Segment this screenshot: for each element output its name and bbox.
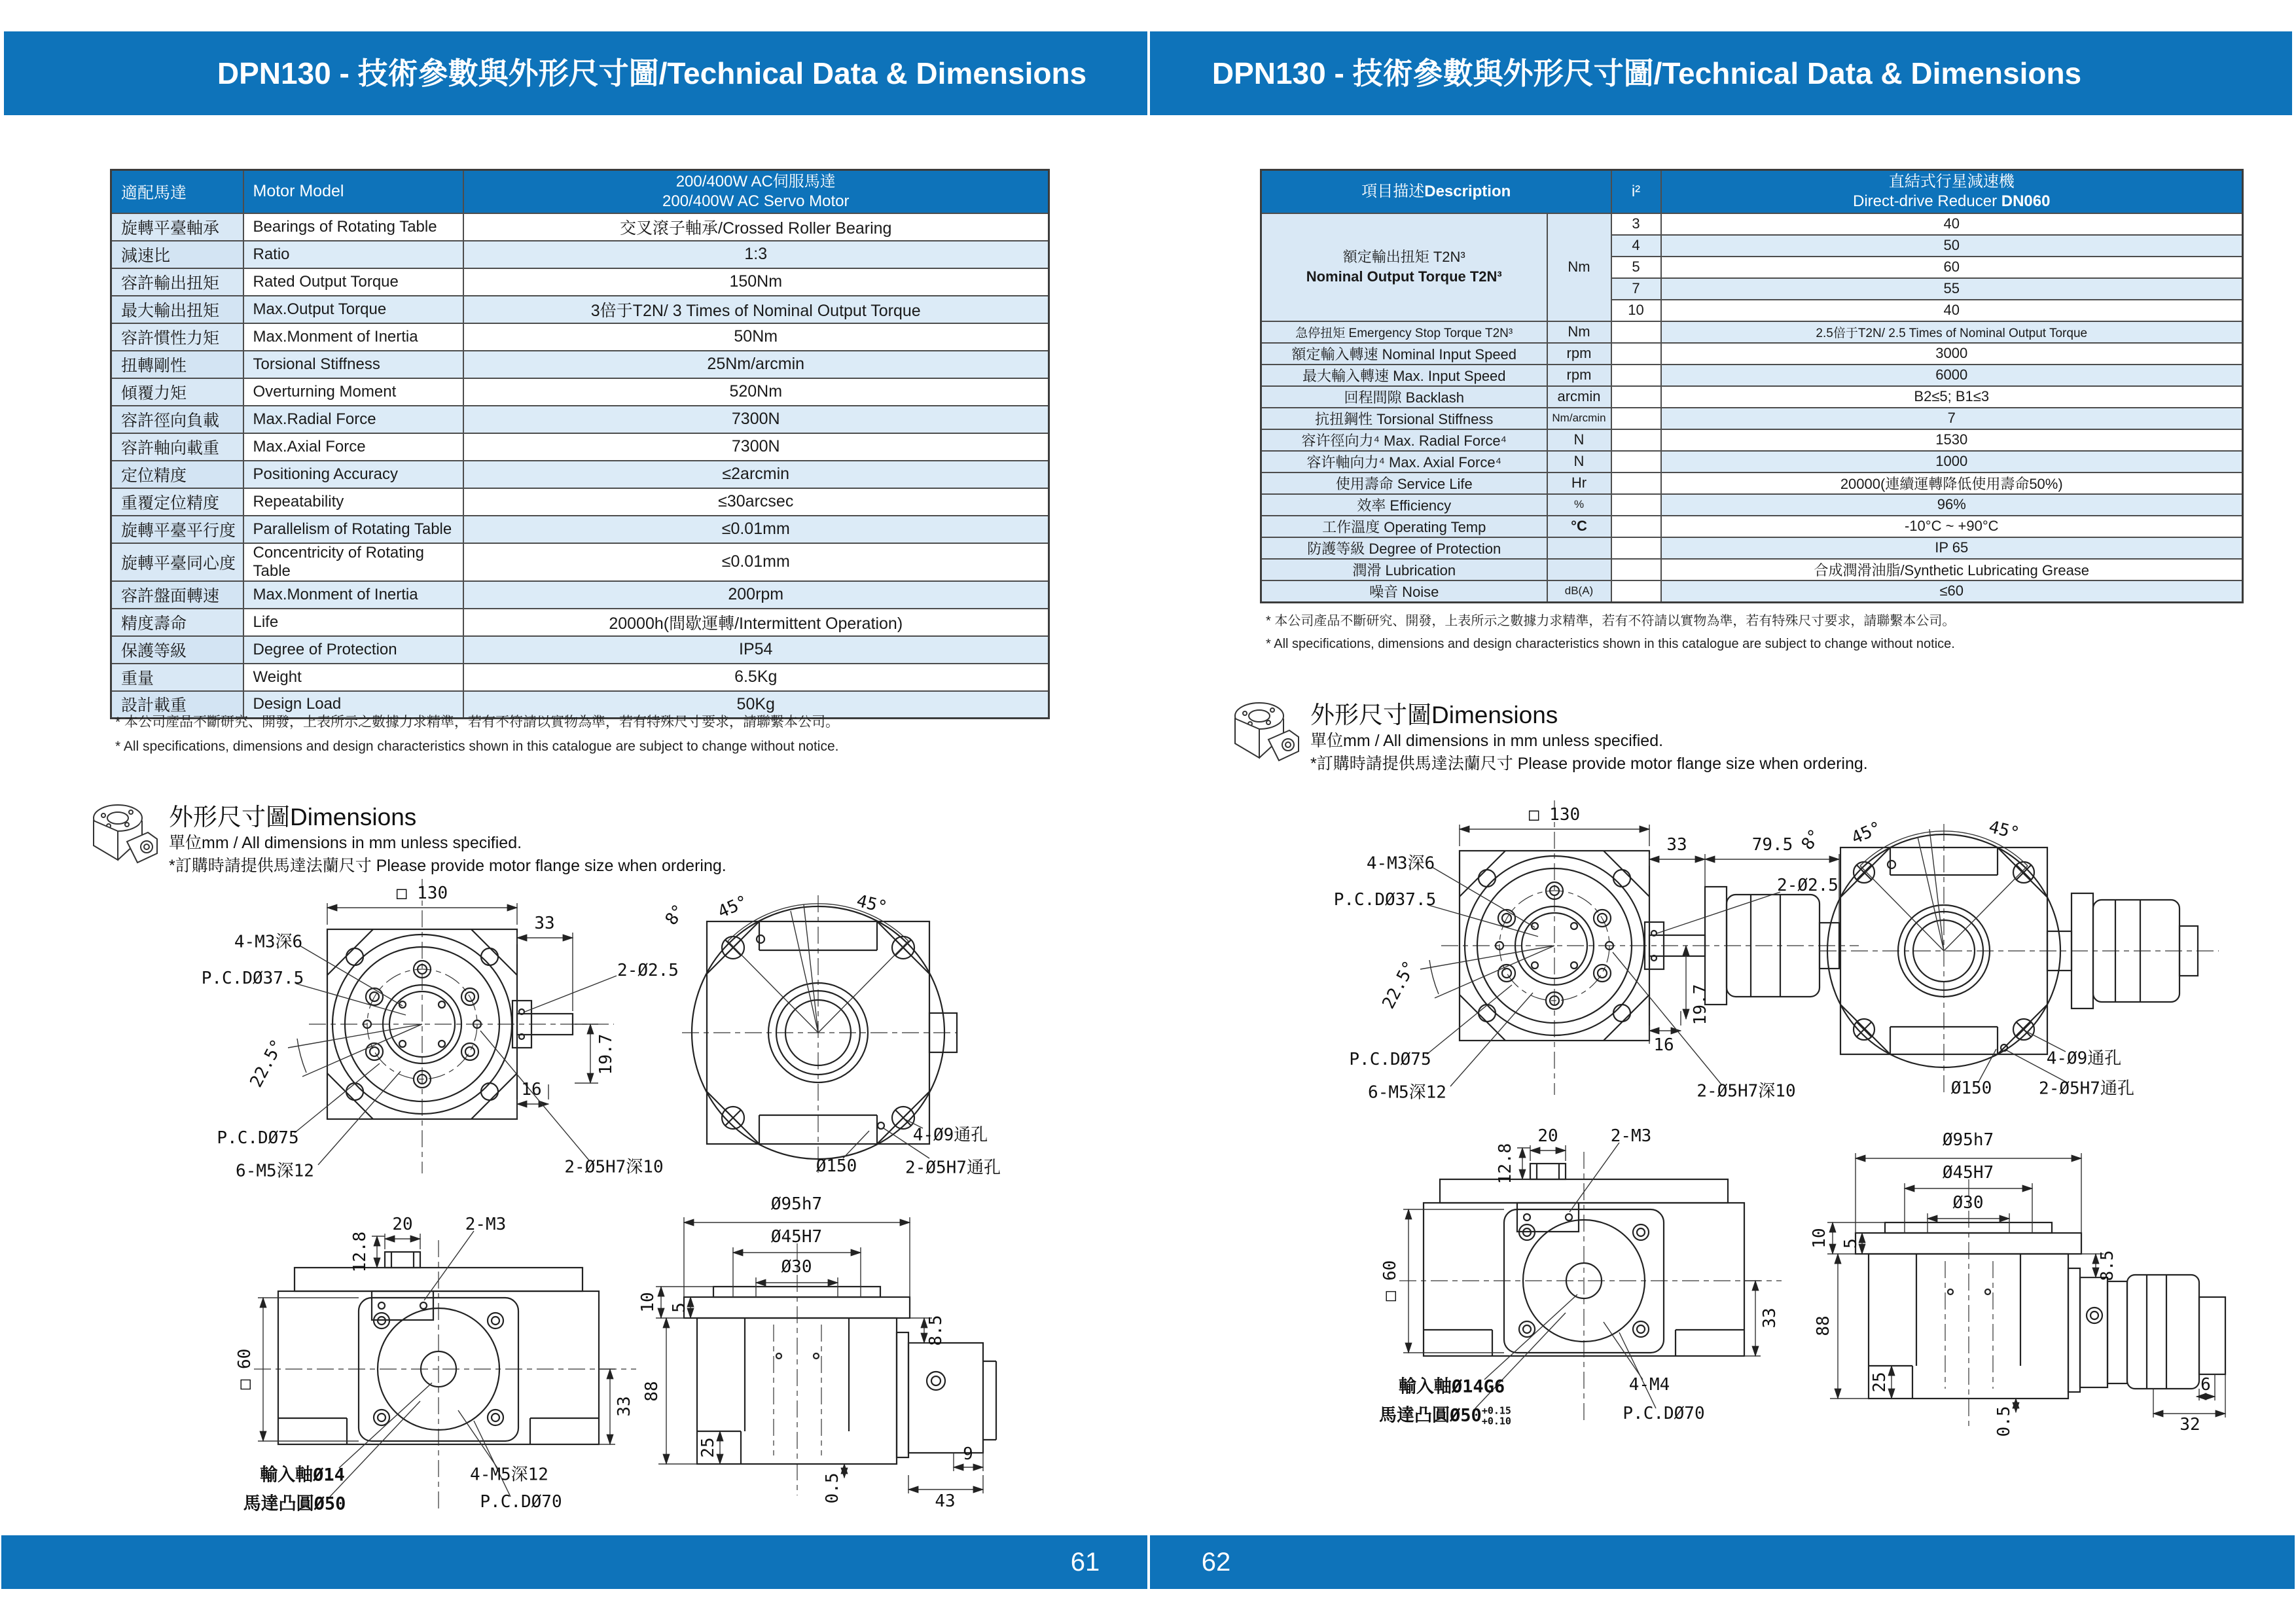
spec-value: 7300N [463,433,1049,461]
dim-label: 4-Ø9通孔 [912,1125,988,1145]
spec-row [1261,559,2243,580]
spec-row [111,351,1049,378]
motor-spec-table [110,169,1050,719]
spec-en: Overturning Moment [243,378,463,406]
dim-label [1379,1400,1511,1426]
dimensions-unit-note: 單位mm / All dimensions in mm unless specified. [169,834,522,852]
dim-label: 4-M3深6 [234,932,303,952]
spec-row [1261,365,2243,386]
spec-row [111,543,1049,581]
spec-value: 96% [1661,494,2243,516]
dim-label: 33 [534,914,555,933]
spec-name: 額定輸入轉速 Nominal Input Speed [1261,343,1547,365]
dim-label: □ 60 [235,1348,255,1390]
spec-zh: 容許軸向載重 [111,433,243,461]
ratio-cell: 3 [1611,213,1661,235]
dim-label: Ø45H7 [1942,1163,1994,1183]
dim-label: Ø150 [1950,1079,1992,1098]
torque-value: 50 [1661,235,2243,257]
spec-value: ≤2arcmin [463,461,1049,488]
header-page-divider [1147,31,1150,115]
spec-en: Rated Output Torque [243,268,463,296]
ratio-cell [1611,537,1661,559]
spec-unit [1547,559,1611,580]
spec-value: 交叉滾子軸承/Crossed Roller Bearing [463,213,1049,241]
spec-zh: 傾覆力矩 [111,378,243,406]
spec-name: 噪音 Noise [1261,580,1547,603]
spec-zh: 旋轉平臺軸承 [111,213,243,241]
spec-row [1261,429,2243,451]
spec-unit: Hr [1547,473,1611,494]
header-zh: 適配馬達 [111,170,243,213]
spec-value: 50Kg [463,691,1049,719]
spec-zh: 容許徑向負載 [111,406,243,433]
spec-en: Max.Output Torque [243,296,463,323]
spec-value: -10°C ~ +90°C [1661,516,2243,537]
spec-row [1261,494,2243,516]
spec-row [1261,408,2243,429]
dim-label: P.C.DØ75 [217,1128,299,1148]
ratio-cell [1611,429,1661,451]
spec-name: 抗扭鋼性 Torsional Stiffness [1261,408,1547,429]
dim-label: 45° [1848,817,1885,849]
ratio-cell [1611,516,1661,537]
torque-value: 40 [1661,213,2243,235]
spec-name: 潤滑 Lubrication [1261,559,1547,580]
spec-row [111,636,1049,664]
torque-en: Nominal Output Torque T2N³ [1306,268,1502,285]
spec-value: ≤0.01mm [463,543,1049,581]
spec-en: Degree of Protection [243,636,463,664]
header-reducer-zh: 直結式行星減速機 [1888,172,2015,190]
spec-row [111,378,1049,406]
section-view-lineart [628,1165,1021,1512]
spec-name: 容许軸向力⁴ Max. Axial Force⁴ [1261,451,1547,473]
dim-label: 16 [1653,1035,1674,1055]
spec-zh: 保護等級 [111,636,243,664]
ratio-cell [1611,386,1661,408]
torque-unit: Nm [1547,213,1611,321]
section-view-drawing [628,1165,1021,1512]
spec-unit: dB(A) [1547,580,1611,603]
dim-label: 4-M4 [1628,1375,1670,1395]
ratio-cell [1611,494,1661,516]
dim-label: 4-M5深12 [470,1465,548,1485]
dim-label: 馬達凸圓Ø50 [243,1493,346,1514]
spec-unit: °C [1547,516,1611,537]
dim-label: 8° [661,901,690,929]
spec-name: 防護等級 Degree of Protection [1261,537,1547,559]
spec-en: Parallelism of Rotating Table [243,516,463,543]
spec-zh: 重覆定位精度 [111,488,243,516]
spec-en: Concentricity of Rotating Table [243,543,463,581]
spec-row [1261,321,2243,343]
dim-label: 輸入軸Ø14 [260,1465,345,1486]
spec-unit: rpm [1547,365,1611,386]
dim-label: 2-M3 [465,1215,507,1234]
ratio-cell: 5 [1611,257,1661,278]
spec-zh: 容許慣性力矩 [111,323,243,351]
spec-zh: 容許輸出扭矩 [111,268,243,296]
spec-en: Life [243,609,463,636]
spec-zh: 定位精度 [111,461,243,488]
dim-label: 25 [698,1437,718,1458]
dim-label: 33 [615,1396,634,1417]
dim-label: P.C.DØ37.5 [201,969,304,988]
dim-label: 5 [670,1302,689,1313]
header-value-en: 200/400W AC Servo Motor [662,192,850,210]
torque-name [1261,213,1547,321]
footer-page-divider [1147,1535,1150,1589]
section-view-motor-drawing [1800,1106,2258,1437]
dim-label: 6 [2200,1375,2211,1395]
dim-label: 19.7 [1691,984,1710,1026]
spec-en: Ratio [243,241,463,268]
dim-label: Ø95h7 [770,1194,823,1214]
page62-title: DPN130 - 技術參數與外形尺寸圖/Technical Data & Dimensions [1211,56,2082,90]
dim-label: □ 130 [396,883,448,903]
dim-label: 8.5 [926,1315,946,1346]
dim-label: 8° [1797,825,1826,854]
ratio-cell [1611,408,1661,429]
dimensions-flange-note: *訂購時請提供馬達法蘭尺寸 Please provide motor flange size when ordering. [169,857,726,875]
spec-name: 最大輸入轉速 Max. Input Speed [1261,365,1547,386]
spec-en: Design Load [243,691,463,719]
spec-row [111,664,1049,691]
spec-zh: 旋轉平臺平行度 [111,516,243,543]
spec-unit: arcmin [1547,386,1611,408]
spec-en: Max.Axial Force [243,433,463,461]
dim-label: 20 [1537,1126,1558,1146]
dimensions-flange-note: *訂購時請提供馬達法蘭尺寸 Please provide motor flange size when ordering. [1310,755,1868,773]
note-zh: * 本公司產品不斷研究、開發，上表所示之數據力求精準，若有不符請以實物為準，若有特殊尺寸要求，請聯繫本公司。 [115,715,840,730]
ratio-cell [1611,473,1661,494]
page-number-61: 61 [1070,1548,1100,1577]
header-en: Motor Model [243,170,463,213]
dim-label: 2-M3 [1610,1126,1652,1146]
spec-value: 7300N [463,406,1049,433]
spec-value: 20000h(間歇運轉/Intermittent Operation) [463,609,1049,636]
spec-header-row [1261,170,2243,213]
ratio-cell [1611,559,1661,580]
dim-label: 2-Ø2.5 [617,961,679,980]
note-en: * All specifications, dimensions and design characteristics shown in this catalogue are subject to change without notice. [115,738,839,754]
spec-unit: Nm/arcmin [1547,408,1611,429]
spec-row [111,406,1049,433]
spec-zh: 扭轉剛性 [111,351,243,378]
dim-label: 79.5 [1751,835,1793,855]
dim-label: 6-M5深12 [1368,1082,1446,1103]
page61-title: DPN130 - 技術參數與外形尺寸圖/Technical Data & Dimensions [217,56,1087,90]
dim-label: Ø30 [781,1257,812,1277]
dim-label: Ø95h7 [1942,1130,1994,1150]
dim-label: 2-Ø5H7深10 [1696,1081,1796,1101]
dim-label: 45° [854,891,889,918]
spec-zh: 重量 [111,664,243,691]
dim-label: 8.5 [2098,1250,2117,1281]
dimensions-title: 外形尺寸圖Dimensions [1310,702,1558,728]
spec-value: 合成潤滑油脂/Synthetic Lubricating Grease [1661,559,2243,580]
back-view-lineart [1793,808,2225,1109]
spec-value: 6000 [1661,365,2243,386]
reducer-spec-table [1260,169,2244,603]
spec-zh: 減速比 [111,241,243,268]
spec-row [1261,537,2243,559]
dimensions-unit-note: 單位mm / All dimensions in mm unless specified. [1310,732,1664,750]
spec-value: IP54 [463,636,1049,664]
ratio-cell [1611,321,1661,343]
note-zh: * 本公司產品不斷研究、開發，上表所示之數據力求精準，若有不符請以實物為準，若有特殊尺寸要求，請聯繫本公司。 [1266,614,1956,628]
page-header-band [4,31,2292,115]
dim-label: 33 [1666,835,1687,855]
dim-label: 22.5° [246,1036,288,1091]
dim-label: 2-Ø5H7深10 [564,1157,664,1177]
spec-value: B2≤5; B1≤3 [1661,386,2243,408]
dim-label: 32 [2179,1415,2200,1435]
reducer-model: DN060 [2001,192,2051,210]
spec-value: ≤0.01mm [463,516,1049,543]
spec-en: Max.Radial Force [243,406,463,433]
spec-value: 7 [1661,408,2243,429]
header-value-zh: 200/400W AC伺服馬達 [675,172,836,190]
right-table-notes [1266,610,1955,656]
spec-row [111,609,1049,636]
spec-value: ≤60 [1661,580,2243,603]
dim-label: P.C.DØ75 [1349,1050,1431,1069]
ratio-cell [1611,580,1661,603]
spec-row [1261,473,2243,494]
spec-name: 效率 Efficiency [1261,494,1547,516]
spec-row [1261,580,2243,603]
dim-label: 輸入軸Ø14G6 [1398,1376,1505,1397]
dim-label: Ø45H7 [770,1227,823,1247]
side-view-drawing [223,1214,668,1522]
dim-label: P.C.DØ37.5 [1333,890,1437,910]
dim-label: 4-Ø9通孔 [2046,1048,2122,1069]
reducer-en-prefix: Direct-drive Reducer [1853,192,2001,210]
torque-value: 55 [1661,278,2243,300]
dim-label: P.C.DØ70 [480,1492,562,1512]
torque-zh: 額定輸出扭矩 T2N³ [1342,249,1465,266]
spec-value: 3倍于T2N/ 3 Times of Nominal Output Torque [463,296,1049,323]
spec-value: 2.5倍于T2N/ 2.5 Times of Nominal Output Torque [1661,321,2243,343]
spec-row [1261,343,2243,365]
spec-row [111,581,1049,609]
ratio-cell: 10 [1611,300,1661,321]
spec-value: 1:3 [463,241,1049,268]
spec-value: 25Nm/arcmin [463,351,1049,378]
torque-row [1261,213,2243,235]
back-view-drawing [648,877,1021,1191]
spec-zh: 容許盤面轉速 [111,581,243,609]
dim-label: 5 [1841,1238,1861,1249]
header-desc-en: Description [1424,182,1511,200]
spec-value: 150Nm [463,268,1049,296]
spec-row [1261,451,2243,473]
dim-label: Ø30 [1952,1193,1984,1213]
header-reducer-en [1666,192,2238,211]
dim-label: 45° [1986,817,2022,844]
spec-row [111,323,1049,351]
dim-label: 12.8 [1496,1143,1515,1185]
dim-label: 6-M5深12 [236,1161,314,1181]
dim-label: 10 [1810,1228,1829,1249]
spec-en: Torsional Stiffness [243,351,463,378]
dim-label: □ 130 [1528,805,1581,825]
spec-en: Repeatability [243,488,463,516]
section-view-lineart [1800,1106,2258,1430]
spec-value: 200rpm [463,581,1049,609]
boss-tolerance [1482,1406,1511,1427]
header-value [463,170,1049,213]
spec-value: 20000(連續運轉降低使用壽命50%) [1661,473,2243,494]
spec-value: 1530 [1661,429,2243,451]
header-reducer [1661,170,2243,213]
dim-label: 45° [715,891,751,923]
spec-unit [1547,537,1611,559]
spec-unit: rpm [1547,343,1611,365]
spec-value: 3000 [1661,343,2243,365]
spec-unit: N [1547,429,1611,451]
dim-label: 10 [638,1292,658,1313]
spec-row [111,241,1049,268]
ratio-cell [1611,365,1661,386]
note-en: * All specifications, dimensions and design characteristics shown in this catalogue are subject to change without notice. [1266,637,1955,651]
spec-row [111,516,1049,543]
side-view-motor-drawing [1368,1126,1800,1433]
spec-value: ≤30arcsec [463,488,1049,516]
spec-unit: Nm [1547,321,1611,343]
header-ratio: i² [1611,170,1661,213]
spec-value: 520Nm [463,378,1049,406]
dim-label: 4-M3深6 [1366,853,1435,874]
dim-label: 88 [1814,1315,1833,1336]
spec-zh: 精度壽命 [111,609,243,636]
dim-label: 16 [521,1080,542,1099]
spec-row [111,433,1049,461]
dim-label: 22.5° [1378,957,1420,1012]
dimensions-title: 外形尺寸圖Dimensions [169,804,417,830]
spec-name: 回程間隙 Backlash [1261,386,1547,408]
spec-row [111,461,1049,488]
spec-header-row [111,170,1049,213]
ratio-cell [1611,343,1661,365]
tol-upper: +0.15 [1481,1404,1511,1417]
spec-en: Positioning Accuracy [243,461,463,488]
ratio-cell [1611,451,1661,473]
spec-unit: % [1547,494,1611,516]
back-view-motor-drawing [1793,808,2225,1109]
torque-value: 40 [1661,300,2243,321]
dim-label: 20 [392,1215,413,1234]
dim-label: 43 [935,1491,956,1511]
dim-label: Ø150 [816,1156,857,1176]
page-footer-band [1,1535,2295,1589]
left-table-notes [115,711,839,759]
torque-value: 60 [1661,257,2243,278]
dim-label: □ 60 [1380,1260,1400,1302]
spec-en: Weight [243,664,463,691]
spec-row [111,296,1049,323]
dim-label: 2-Ø2.5 [1777,876,1839,895]
spec-row [111,488,1049,516]
header-desc-zh: 項目描述 [1361,182,1425,200]
ratio-cell: 7 [1611,278,1661,300]
product-isometric-icon [84,800,162,872]
dim-label: 9 [963,1444,973,1464]
spec-name: 使用壽命 Service Life [1261,473,1547,494]
dim-label: 0.5 [823,1472,842,1504]
spec-name: 急停扭矩 Emergency Stop Torque T2N³ [1261,321,1547,343]
spec-value: 6.5Kg [463,664,1049,691]
page-number-62: 62 [1201,1548,1231,1577]
dim-label: P.C.DØ70 [1623,1404,1705,1423]
ratio-cell: 4 [1611,235,1661,257]
tol-lower: +0.10 [1481,1414,1511,1427]
spec-row [1261,516,2243,537]
spec-unit: N [1547,451,1611,473]
spec-name: 容许徑向力⁴ Max. Radial Force⁴ [1261,429,1547,451]
spec-row [1261,386,2243,408]
dim-label: 33 [1760,1308,1780,1329]
spec-en: Max.Monment of Inertia [243,581,463,609]
dim-label: 0.5 [1994,1406,2014,1437]
dim-label: 2-Ø5H7通孔 [905,1158,1001,1178]
spec-zh: 最大輸出扭矩 [111,296,243,323]
spec-zh: 設計載重 [111,691,243,719]
header-description [1261,170,1611,213]
spec-value: IP 65 [1661,537,2243,559]
spec-row [111,213,1049,241]
spec-value: 1000 [1661,451,2243,473]
dim-label: 88 [642,1381,662,1402]
spec-name: 工作溫度 Operating Temp [1261,516,1547,537]
spec-row [111,268,1049,296]
spec-zh: 旋轉平臺同心度 [111,543,243,581]
dim-label: 12.8 [350,1231,370,1273]
spec-value: 50Nm [463,323,1049,351]
boss-label: 馬達凸圓Ø50 [1379,1405,1482,1426]
product-isometric-icon [1225,698,1304,770]
spec-en: Max.Monment of Inertia [243,323,463,351]
dim-label: 2-Ø5H7通孔 [2039,1079,2134,1099]
dim-label: 19.7 [596,1033,616,1075]
dim-label: 25 [1870,1372,1890,1393]
spec-en: Bearings of Rotating Table [243,213,463,241]
